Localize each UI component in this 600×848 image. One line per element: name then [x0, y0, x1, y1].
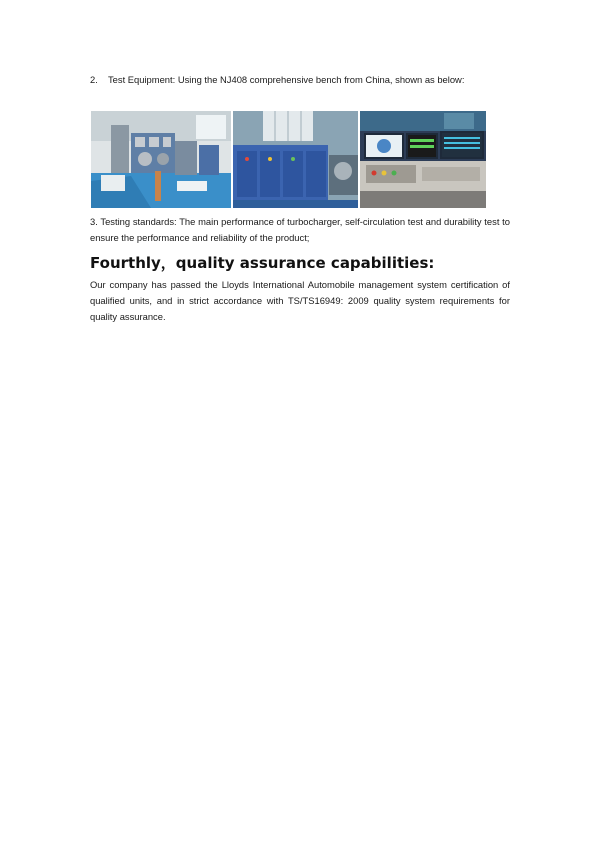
- test-bench-photo-3: [360, 111, 486, 208]
- test-bench-photo-2: [233, 111, 358, 208]
- test-equipment-paragraph: [90, 72, 510, 88]
- testing-standards-paragraph: 3. Testing standards: The main performance of turbocharger, self-circulation test and durability test to ensure the performance and reliability of the product;: [90, 216, 510, 243]
- test-equipment-text: Test Equipment: Using the NJ408 comprehensive bench from China, shown as below:: [108, 74, 465, 85]
- test-bench-photos: [91, 111, 486, 208]
- list-number: 2.: [90, 74, 98, 85]
- quality-assurance-paragraph: Our company has passed the Lloyds International Automobile management system certification of qualified units, and in strict accordance with TS/TS16949: 2009 quality system requirements for quality assurance.: [90, 279, 510, 322]
- section-heading: Fourthly，quality assurance capabilities:: [90, 254, 435, 272]
- test-bench-photo-1: [91, 111, 231, 208]
